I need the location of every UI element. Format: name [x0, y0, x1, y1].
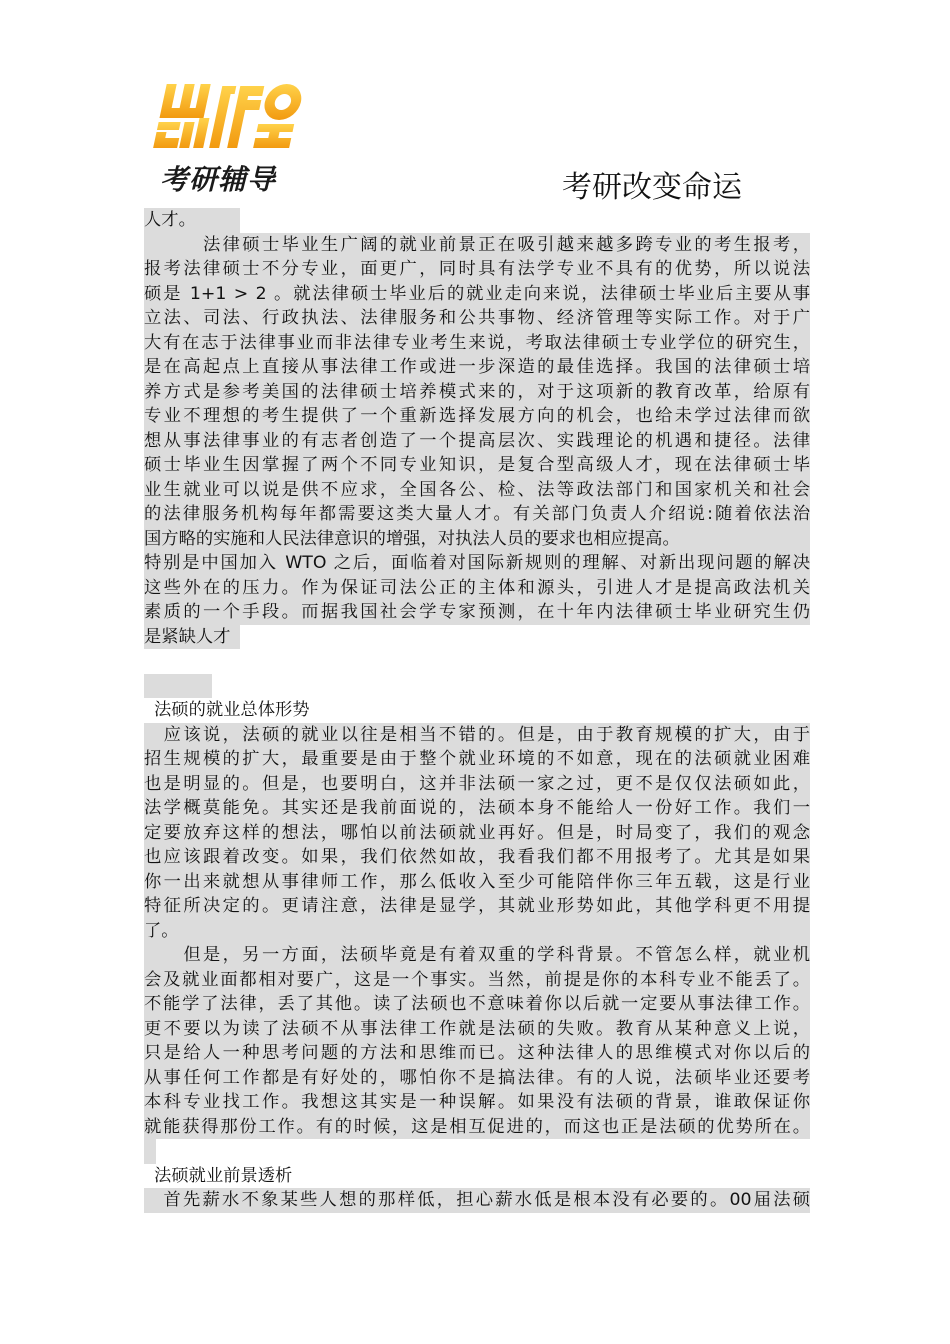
section-heading: 法硕的就业总体形势: [154, 700, 310, 720]
logo: [150, 78, 310, 196]
paragraph-line: 专业不理想的考生提供了一个重新选择发展方向的机会，也给未学过法律而欲: [144, 404, 810, 429]
paragraph-line: 会及就业面都相对要广，这是一个事实。当然，前提是你的本科专业不能丢了。: [144, 968, 810, 993]
paragraph-line: 人才。: [144, 208, 240, 233]
paragraph-line: 大有在志于法律事业而非法律专业考生来说，考取法律硕士专业学位的研究生，: [144, 331, 810, 356]
paragraph-line: 但是，另一方面，法硕毕竟是有着双重的学科背景。不管怎么样，就业机: [144, 943, 810, 968]
paragraph-line: 定要放弃这样的想法，哪怕以前法硕就业再好。但是，时局变了，我们的观念: [144, 821, 810, 846]
paragraph-line: 也是明显的。但是，也要明白，这并非法硕一家之过，更不是仅仅法硕如此，: [144, 772, 810, 797]
paragraph-line: 特征所决定的。更请注意，法律是显学，其就业形势如此，其他学科更不用提: [144, 894, 810, 919]
paragraph-line: 法学概莫能免。其实还是我前面说的，法硕本身不能给人一份好工作。我们一: [144, 796, 810, 821]
paragraph-line: 从事任何工作都是有好处的，哪怕你不是搞法律。有的人说，法硕毕业还要考: [144, 1066, 810, 1091]
kaicheng-logo-icon: [150, 78, 302, 156]
document-body: [144, 208, 810, 1213]
paragraph-line: 报考法律硕士不分专业，面更广，同时具有法学专业不具有的优势，所以说法: [144, 257, 810, 282]
paragraph-line: 国方略的实施和人民法律意识的增强，对执法人员的要求也相应提高。: [144, 527, 810, 552]
paragraph-line: 硕士毕业生因掌握了两个不同专业知识，是复合型高级人才，现在法律硕士毕: [144, 453, 810, 478]
paragraph-line: 本科专业找工作。我想这其实是一种误解。如果没有法硕的背景，谁敢保证你: [144, 1090, 810, 1115]
paragraph-line: 立法、司法、行政执法、法律服务和公共事物、经济管理等实际工作。对于广: [144, 306, 810, 331]
paragraph-line: 了。: [144, 919, 810, 944]
paragraph-line: 特别是中国加入 WTO 之后，面临着对国际新规则的理解、对新出现问题的解决: [144, 551, 810, 576]
logo-subtitle: 考研辅导: [160, 163, 277, 196]
paragraph-line: 这些外在的压力。作为保证司法公正的主体和源头，引进人才是提高政法机关: [144, 576, 810, 601]
paragraph-line: 想从事法律事业的有志者创造了一个提高层次、实践理论的机遇和捷径。法律: [144, 429, 810, 454]
paragraph-line: 不能学了法律，丢了其他。读了法硕也不意味着你以后就一定要从事法律工作。: [144, 992, 810, 1017]
paragraph-line: 业生就业可以说是供不应求，全国各公、检、法等政法部门和国家机关和社会: [144, 478, 810, 503]
paragraph-line: 也应该跟着改变。如果，我们依然如故，我看我们都不用报考了。尤其是如果: [144, 845, 810, 870]
section-heading: 法硕就业前景透析: [154, 1165, 293, 1186]
paragraph-line: 招生规模的扩大，最重要是由于整个就业环境的不如意，现在的法硕就业困难: [144, 747, 810, 772]
paragraph-line: 素质的一个手段。而据我国社会学专家预测，在十年内法律硕士毕业研究生仍: [144, 600, 810, 625]
paragraph-line: 你一出来就想从事律师工作，那么低收入至少可能陪伴你三年五载，这是行业: [144, 870, 810, 895]
paragraph-line: 养方式是参考美国的法律硕士培养模式来的，对于这项新的教育改革，给原有: [144, 380, 810, 405]
paragraph-line: 首先薪水不象某些人想的那样低，担心薪水低是根本没有必要的。00届法硕: [144, 1188, 810, 1213]
paragraph-line: 就能获得那份工作。有的时候，这是相互促进的，而这也正是法硕的优势所在。: [144, 1115, 810, 1140]
motto: 考研改变命运: [562, 170, 742, 205]
paragraph-line: 更不要以为读了法硕不从事法律工作就是法硕的失败。教育从某种意义上说，: [144, 1017, 810, 1042]
paragraph-line: 硕是 1+1 > 2 。就法律硕士毕业后的就业走向来说，法律硕士毕业后主要从事: [144, 282, 810, 307]
paragraph-line: 的法律服务机构每年都需要这类大量人才。有关部门负责人介绍说:随着依法治: [144, 502, 810, 527]
paragraph-line: 是紧缺人才: [144, 625, 240, 650]
paragraph-line: 应该说，法硕的就业以往是相当不错的。但是，由于教育规模的扩大，由于: [144, 723, 810, 748]
paragraph-line: 法律硕士毕业生广阔的就业前景正在吸引越来越多跨专业的考生报考，: [144, 233, 810, 258]
paragraph-line: 只是给人一种思考问题的方法和思维而已。这种法律人的思维模式对你以后的: [144, 1041, 810, 1066]
paragraph-line: 是在高起点上直接从事法律工作或进一步深造的最佳选择。我国的法律硕士培: [144, 355, 810, 380]
